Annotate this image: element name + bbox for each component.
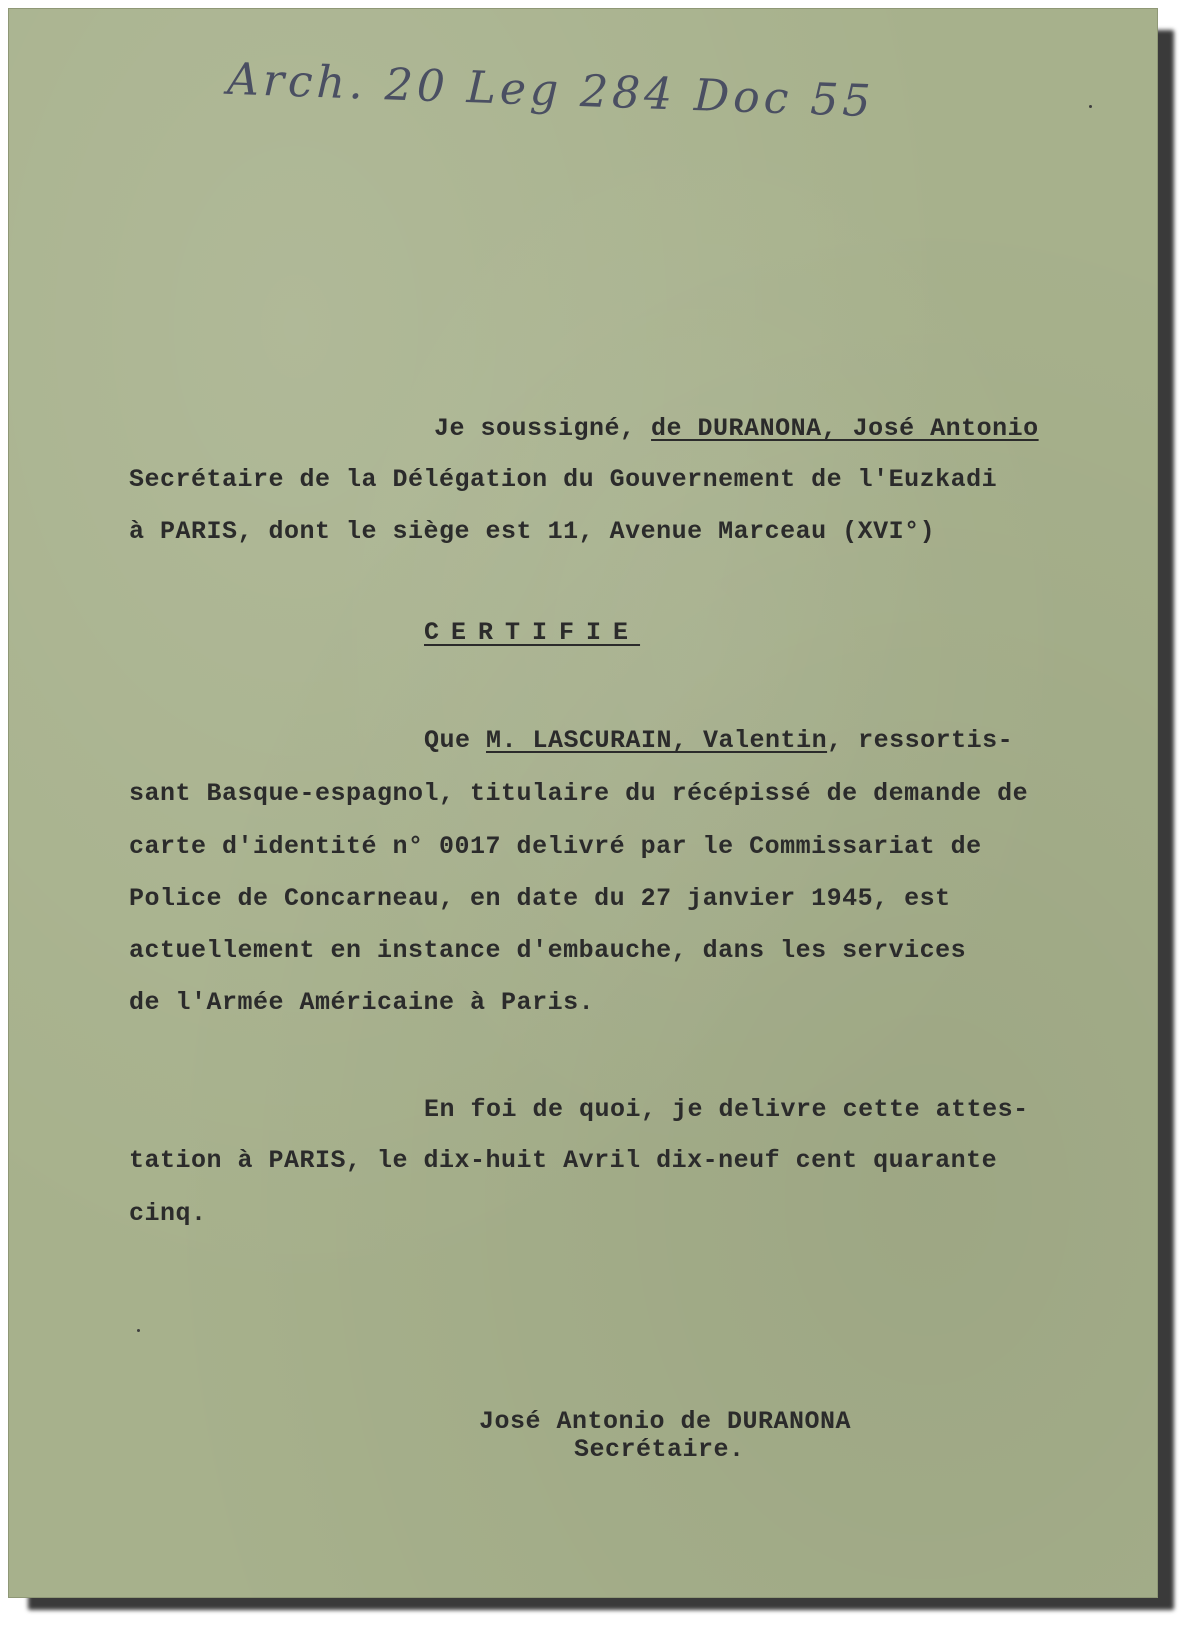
subject-name: M. LASCURAIN, Valentin <box>486 726 828 755</box>
opening-line-3: à PARIS, dont le siège est 11, Avenue Marceau (XVI°) <box>129 517 936 546</box>
signatory-name: de DURANONA, José Antonio <box>651 414 1039 443</box>
signature-title: Secrétaire. <box>574 1435 745 1464</box>
closing-line-1: En foi de quoi, je delivre cette attes- <box>424 1095 1029 1124</box>
archive-reference-handwritten: Arch. 20 Leg 284 Doc 55 <box>226 53 876 128</box>
signature-name: José Antonio de DURANONA <box>479 1407 852 1436</box>
cert-line-1 <box>424 728 1013 753</box>
document-page <box>8 8 1158 1598</box>
closing-line-2: tation à PARIS, le dix-huit Avril dix-neuf cent quarante <box>129 1146 998 1175</box>
cert-line-6: de l'Armée Américaine à Paris. <box>129 988 595 1017</box>
opening-prefix: Je soussigné, <box>434 414 652 443</box>
opening-line-2: Secrétaire de la Délégation du Gouvernement de l'Euzkadi <box>129 465 998 494</box>
cert-suffix: , ressortis- <box>827 726 1014 755</box>
paper-speck <box>1089 105 1092 108</box>
paper-speck <box>137 1329 140 1332</box>
cert-line-2: sant Basque-espagnol, titulaire du récépissé de demande de <box>129 779 1029 808</box>
cert-line-4: Police de Concarneau, en date du 27 janvier 1945, est <box>129 884 951 913</box>
opening-line-1 <box>434 416 1039 441</box>
cert-line-5: actuellement en instance d'embauche, dans les services <box>129 936 967 965</box>
closing-line-3: cinq. <box>129 1199 207 1228</box>
certifie-heading: CERTIFIE <box>424 618 641 647</box>
cert-prefix: Que <box>424 726 487 755</box>
cert-line-3: carte d'identité n° 0017 delivré par le Commissariat de <box>129 832 982 861</box>
